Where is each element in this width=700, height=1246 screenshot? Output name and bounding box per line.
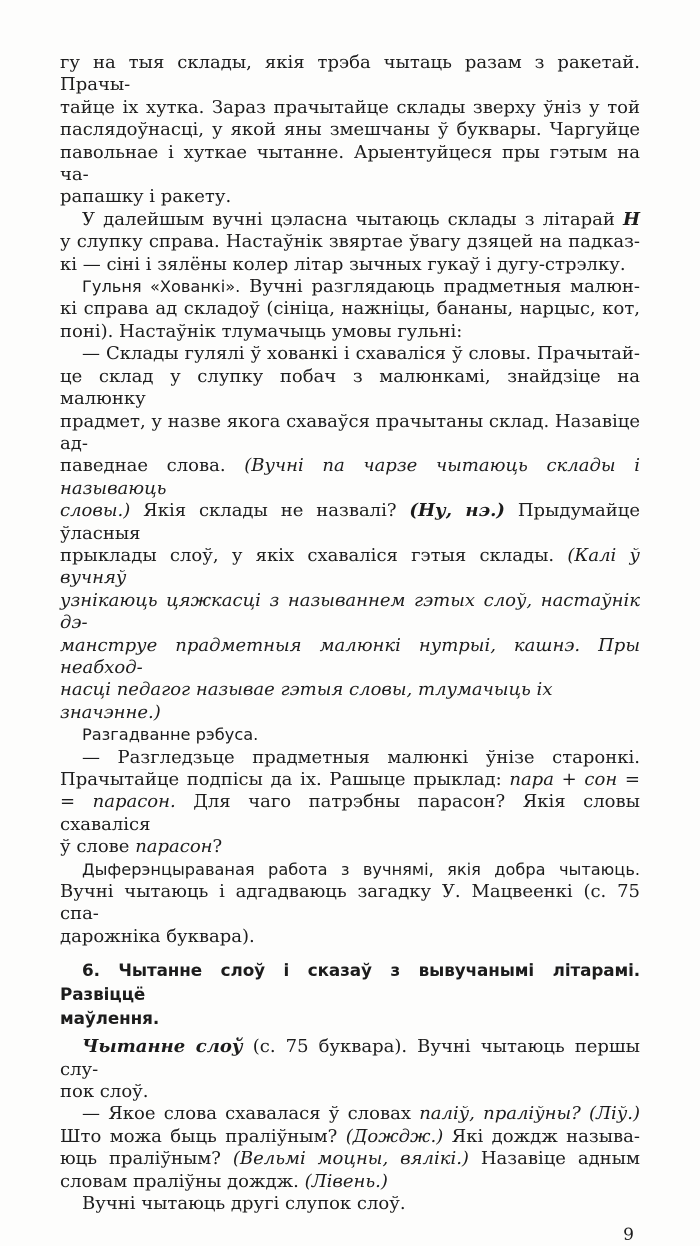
text-line bbox=[60, 142, 640, 187]
text-line bbox=[60, 679, 640, 724]
body-text: дарожніка буквара). bbox=[60, 925, 255, 947]
text-line bbox=[60, 635, 640, 680]
body-text: юць праліўным? bbox=[60, 1148, 233, 1170]
body-text: павольнае і хуткае чытанне. Арыентуйцеся пры гэтым на ча- bbox=[60, 141, 640, 186]
body-text: — Якое слова схавалася ў словах bbox=[82, 1103, 420, 1125]
body-text: Што можа быць праліўным? bbox=[60, 1125, 346, 1147]
text-line bbox=[60, 724, 640, 746]
body-text: ? bbox=[212, 836, 223, 858]
body-text: — Разгледзьце прадметныя малюнкі ўнізе старонкі. bbox=[82, 746, 640, 768]
italic-text: парасон bbox=[135, 836, 213, 858]
body-text: гу на тыя склады, якія трэба чытаць разам з ракетай. Прачы- bbox=[60, 52, 640, 96]
bold-italic-text: (Ну, нэ.) bbox=[409, 500, 505, 522]
text-line bbox=[60, 1148, 640, 1170]
italic-text: узнікаюць цяжкасці з называннем гэтых слоў, настаўнік дэ- bbox=[60, 589, 640, 634]
text-line bbox=[60, 119, 640, 141]
paragraph bbox=[60, 52, 640, 209]
text-line bbox=[60, 254, 640, 276]
text-line bbox=[60, 958, 640, 1006]
text-line bbox=[60, 1171, 640, 1193]
text-line bbox=[60, 366, 640, 411]
body-text: ў слове bbox=[60, 836, 136, 858]
text-line bbox=[60, 1126, 640, 1148]
body-text: Прыдумайце ўласныя bbox=[60, 500, 641, 544]
body-text: = bbox=[617, 769, 640, 790]
body-text: прыклады слоў, у якіх схаваліся гэтыя склады. bbox=[60, 544, 568, 566]
body-text: словам праліўны дождж. bbox=[60, 1170, 305, 1192]
page-number: 9 bbox=[623, 1224, 634, 1245]
text-line bbox=[60, 769, 640, 791]
body-text: У далейшым вучні цэласна чытаюць склады з літарай bbox=[82, 208, 623, 230]
text-line bbox=[60, 209, 640, 231]
bold-italic-text: Чытанне слоў bbox=[82, 1036, 243, 1058]
paragraph bbox=[60, 1036, 640, 1103]
body-text: — Склады гулялі ў хованкі і схаваліся ў словы. Прачытай- bbox=[82, 343, 640, 365]
italic-text: манструе прадметныя малюнкі нутрыі, кашнэ. Пры неабход- bbox=[60, 634, 640, 678]
text-line bbox=[60, 747, 640, 769]
text-line bbox=[60, 231, 640, 253]
sans-serif-text: Гульня «Хованкі». bbox=[82, 277, 241, 297]
body-text: + bbox=[553, 769, 585, 790]
body-text: поні). Настаўнік тлумачыць умовы гульні: bbox=[60, 320, 463, 342]
section-heading bbox=[60, 958, 640, 1030]
body-text: Для чаго патрэбны парасон? Якія словы схаваліся bbox=[60, 791, 640, 835]
italic-text: (Калі ў вучняў bbox=[60, 544, 640, 589]
body-text: кі — сіні і зялёны колер літар зычных гукаў і дугу-стрэлку. bbox=[60, 253, 626, 275]
text-line bbox=[60, 298, 640, 320]
text-line bbox=[60, 1081, 640, 1103]
text-line bbox=[60, 1103, 640, 1125]
paragraph bbox=[60, 1193, 640, 1215]
italic-text: (Вучні па чарзе чытаюць склады і называюць bbox=[60, 455, 640, 499]
paragraph bbox=[60, 343, 640, 724]
text-line bbox=[60, 881, 640, 926]
body-text: Вучні чытаюць другі слупок слоў. bbox=[82, 1193, 406, 1215]
paragraph bbox=[60, 724, 640, 746]
text-line bbox=[60, 186, 640, 208]
text-line bbox=[60, 859, 640, 881]
text-line bbox=[60, 455, 640, 500]
italic-text: парасон. bbox=[92, 791, 176, 813]
text-line bbox=[60, 836, 640, 858]
italic-text: пара bbox=[509, 769, 554, 790]
text-line bbox=[60, 545, 640, 590]
italic-text: насці педагог называе гэтыя словы, тлумачыць іх значэнне.) bbox=[60, 679, 553, 723]
italic-text: (Лівень.) bbox=[304, 1170, 388, 1192]
text-line bbox=[60, 791, 640, 836]
body-text: Вучні разглядаюць прадметныя малюн- bbox=[240, 276, 640, 298]
body-text: Вучні чытаюць і адгадваюць загадку У. Мацвеенкі (с. 75 спа- bbox=[60, 881, 640, 925]
paragraph bbox=[60, 276, 640, 343]
paragraph bbox=[60, 747, 640, 859]
text-line bbox=[60, 321, 640, 343]
italic-text: словы.) bbox=[60, 500, 131, 522]
sans-serif-text: Дыферэнцыраваная работа з вучнямі, якія добра чытаюць. bbox=[82, 859, 640, 879]
text-line bbox=[60, 276, 640, 298]
body-text: паведнае слова. bbox=[60, 455, 245, 477]
text-line bbox=[60, 343, 640, 365]
body-text: Якія склады не назвалі? bbox=[130, 500, 410, 522]
body-text: кі справа ад складоў (сініца, нажніцы, бананы, нарцыс, кот, bbox=[60, 298, 640, 320]
text-line bbox=[60, 926, 640, 948]
text-line bbox=[60, 590, 640, 635]
text-line bbox=[60, 1036, 640, 1081]
sans-serif-text: Разгадванне рэбуса. bbox=[82, 725, 259, 745]
body-text: маўлення. bbox=[60, 1008, 160, 1029]
text-block bbox=[60, 52, 640, 1246]
body-text: 6. Чытанне слоў і сказаў з вывучанымі літарамі. Развіццё bbox=[60, 960, 640, 1005]
body-text: прадмет, у назве якога схаваўся прачытаны склад. Назавіце ад- bbox=[60, 410, 640, 454]
body-text: тайце іх хутка. Зараз прачытайце склады зверху ўніз у той bbox=[60, 96, 640, 118]
paragraph bbox=[60, 209, 640, 276]
body-text: = bbox=[60, 791, 93, 813]
text-line bbox=[60, 52, 640, 97]
body-text: Які дождж называ- bbox=[443, 1125, 640, 1147]
body-text: це склад у слупку побач з малюнкамі, знайдзіце на малюнку bbox=[60, 365, 640, 410]
text-line bbox=[60, 97, 640, 119]
text-line bbox=[60, 1006, 640, 1030]
body-text: (с. 75 буквара). Вучні чытаюць першы слу- bbox=[60, 1036, 640, 1080]
paragraph bbox=[60, 1103, 640, 1193]
italic-text: (Вельмі моцны, вялікі.) bbox=[232, 1148, 469, 1170]
body-text: пок слоў. bbox=[60, 1081, 149, 1103]
italic-text: сон bbox=[584, 769, 618, 790]
paragraph bbox=[60, 859, 640, 949]
body-text: у слупку справа. Настаўнік звяртае ўвагу дзяцей на падказ- bbox=[60, 231, 640, 253]
body-text: рапашку і ракету. bbox=[60, 186, 232, 208]
text-line bbox=[60, 500, 640, 545]
italic-text: паліў, праліўны? (Ліў.) bbox=[419, 1103, 641, 1125]
body-text: паслядоўнасці, у якой яны змешчаны ў буквары. Чаргуйце bbox=[60, 119, 640, 141]
italic-text: (Дождж.) bbox=[345, 1125, 444, 1147]
text-line bbox=[60, 411, 640, 456]
body-text: Прачытайце подпісы да іх. Рашыце прыклад: bbox=[60, 769, 510, 790]
bold-italic-text: Н bbox=[622, 208, 640, 230]
body-text: Назавіце адным bbox=[468, 1148, 640, 1170]
text-line bbox=[60, 1193, 640, 1215]
